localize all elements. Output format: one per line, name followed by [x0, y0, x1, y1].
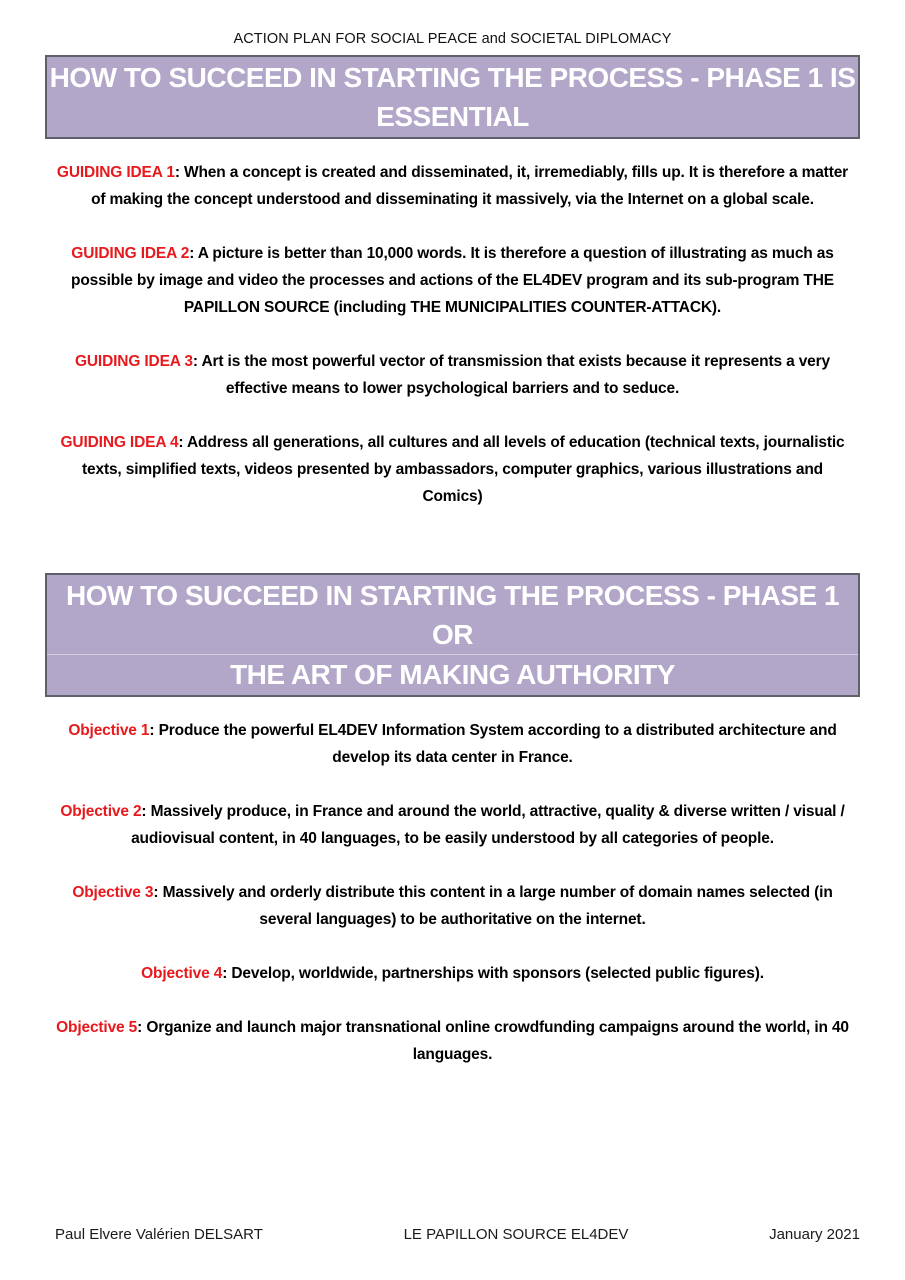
section-title-banner: [45, 55, 860, 139]
objective-4-label: Objective 4: [141, 965, 223, 982]
guiding-idea-4: [51, 429, 854, 510]
objective-2-label: Objective 2: [60, 803, 142, 820]
banner-title-line: ESSENTIAL: [376, 101, 529, 132]
objective-1-label: Objective 1: [68, 722, 150, 739]
objective-4-text: Develop, worldwide, partnerships with sponsors (selected public figures).: [231, 965, 764, 982]
objective-1-text: Produce the powerful EL4DEV Information System according to a distributed architecture and develop its data center in France.: [158, 722, 837, 766]
label-separator: :: [178, 434, 188, 451]
objective-4: [51, 960, 854, 987]
section-phase1-authority: [45, 573, 860, 1068]
guiding-idea-2: [51, 240, 854, 321]
objectives-list: [45, 697, 860, 1068]
guiding-ideas-list: [45, 139, 860, 510]
guiding-idea-4-text: Address all generations, all cultures and all levels of education (technical texts, journalistic texts, simplified texts, videos presented by ambassadors, computer graphics, various illustrations and Comics): [82, 434, 845, 505]
label-separator: :: [153, 884, 163, 901]
label-separator: :: [137, 1019, 147, 1036]
objective-5-text: Organize and launch major transnational online crowdfunding campaigns around the world, in 40 languages.: [146, 1019, 849, 1063]
banner-title-line: HOW TO SUCCEED IN STARTING THE PROCESS - PHASE 1 OR: [65, 580, 840, 650]
guiding-idea-4-label: GUIDING IDEA 4: [60, 434, 179, 451]
objective-5-label: Objective 5: [56, 1019, 138, 1036]
banner-title-line: HOW TO SUCCEED IN STARTING THE PROCESS - PHASE 1 IS: [49, 62, 856, 93]
guiding-idea-1-text: When a concept is created and disseminated, it, irremediably, fills up. It is therefore a matter of making the concept understood and disseminating it massively, via the Internet on a global scale.: [91, 164, 849, 208]
label-separator: :: [222, 965, 232, 982]
label-separator: :: [149, 722, 159, 739]
label-separator: :: [192, 353, 202, 370]
objective-3: [51, 879, 854, 933]
label-separator: :: [189, 245, 198, 262]
guiding-idea-3-text: Art is the most powerful vector of transmission that exists because it represents a very effective means to lower psychological barriers and to seduce.: [201, 353, 831, 397]
objective-5: [51, 1014, 854, 1068]
footer-author: Paul Elvere Valérien DELSART: [55, 1226, 263, 1243]
guiding-idea-2-text: A picture is better than 10,000 words. It is therefore a question of illustrating as much as possible by image and video the processes and actions of the EL4DEV program and its sub-program THE PAPILLON SOURCE (including THE MUNICIPALITIES COUNTER-ATTACK).: [71, 245, 834, 316]
objective-1: [51, 717, 854, 771]
document-footer: [45, 1226, 860, 1243]
guiding-idea-1-label: GUIDING IDEA 1: [56, 164, 175, 181]
guiding-idea-2-label: GUIDING IDEA 2: [71, 245, 190, 262]
document-content: [45, 55, 860, 1068]
section-title-banner: [45, 573, 860, 697]
footer-date: January 2021: [769, 1226, 860, 1243]
banner-title-line: THE ART OF MAKING AUTHORITY: [47, 654, 858, 694]
guiding-idea-3-label: GUIDING IDEA 3: [74, 353, 193, 370]
objective-2: [51, 798, 854, 852]
guiding-idea-3: [51, 348, 854, 402]
footer-document-title: LE PAPILLON SOURCE EL4DEV: [403, 1226, 629, 1243]
label-separator: :: [174, 164, 184, 181]
guiding-idea-1: [51, 159, 854, 213]
label-separator: :: [141, 803, 151, 820]
document-header-title: ACTION PLAN FOR SOCIAL PEACE and SOCIETAL DIPLOMACY: [233, 31, 672, 47]
objective-3-label: Objective 3: [72, 884, 154, 901]
objective-2-text: Massively produce, in France and around the world, attractive, quality & diverse written / visual / audiovisual content, in 40 languages, to be easily understood by all categories of people.: [131, 803, 845, 847]
section-phase1-essential: [45, 55, 860, 510]
objective-3-text: Massively and orderly distribute this content in a large number of domain names selected (in several languages) to be authoritative on the internet.: [162, 884, 833, 928]
